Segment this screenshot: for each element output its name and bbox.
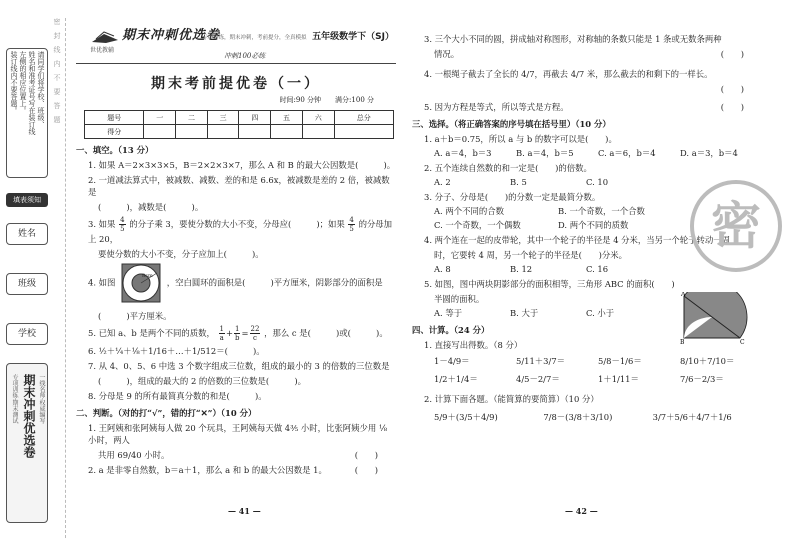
option[interactable]: D. 两个不同的质数 — [558, 220, 629, 230]
denominator: c — [253, 334, 257, 342]
question: 4. 两个连在一起的皮带轮，其中一个轮子的半径是 4 分米，当另一个轮子转动一周 — [424, 235, 731, 245]
calc-item: 5/9＋(3/5＋4/9) — [434, 412, 498, 422]
score-cell[interactable] — [239, 125, 271, 139]
class-field[interactable]: 班级 — [6, 273, 48, 295]
brand-logo-vertical — [6, 363, 48, 523]
option[interactable]: A. 等于 — [434, 308, 463, 318]
question — [412, 101, 762, 113]
question: 2. 一道减法算式中，被减数、减数、差的和是 6.6x，被减数是差的 2 倍，被减数是 — [88, 175, 390, 197]
notice-line: 装订线内不要答题。 — [10, 51, 18, 114]
question: 6. ½＋¼＋⅛＋1/16＋…＋1/512＝( )。 — [88, 346, 265, 356]
option[interactable]: A. 2 — [434, 177, 451, 187]
triangle-semicircle-figure — [678, 292, 748, 344]
ring-figure — [121, 263, 161, 303]
seal-line: 密 封 线 内 不 要 答 题 — [53, 18, 61, 123]
notice-line: 姓名和准考证号写在装订线 — [28, 51, 36, 135]
question: 2. 五个连续自然数的和一定是( )的倍数。 — [424, 163, 592, 173]
option[interactable]: B. 5 — [510, 177, 527, 187]
brand-title: 期末冲刺优选卷 — [122, 28, 221, 43]
figure-label: 8cm — [142, 273, 153, 279]
question-cont — [412, 83, 762, 95]
option[interactable]: D. a＝3，b＝4 — [680, 148, 738, 158]
question-cont: 半圆的面积。 — [434, 294, 485, 304]
table-cell: 四 — [239, 111, 271, 125]
question — [76, 216, 396, 245]
calc-item: 7/8－(3/8＋3/10) — [543, 412, 613, 422]
score-cell[interactable] — [176, 125, 208, 139]
page-number: — 41 — — [228, 506, 261, 516]
school-field[interactable]: 学校 — [6, 323, 48, 345]
score-table — [84, 110, 394, 139]
question: 5. 如图，图中两块阴影部分的面积相等，三角形 ABC 的面积( ) — [424, 279, 675, 289]
question-text: ，那么 c 是( )或( )。 — [264, 328, 388, 338]
section-heading: 一、填空。（13 分） — [76, 145, 154, 155]
question: 5. 已知 a、b 是两个不同的质数， $\frac{1}{a}$ + $\frac{1}{b}$ = $\frac{22}{c}$ ，那么 c 是( )或( )。 — [88, 325, 388, 342]
table-cell: 三 — [207, 111, 239, 125]
fraction — [234, 325, 240, 342]
table-cell: 二 — [176, 111, 208, 125]
score-cell[interactable] — [207, 125, 239, 139]
question-text: 4. 如图 — [88, 277, 116, 288]
question: 2. 计算下面各题。（能简算的要简算）（10 分） — [424, 394, 599, 404]
question-text: ，空白圆环的面积是( )平方厘米，阴影部分的面积是 — [166, 277, 383, 288]
options — [412, 176, 662, 188]
answer-paren[interactable]: ( ) — [720, 84, 744, 94]
question — [412, 68, 762, 80]
page-number: — 42 — — [565, 506, 598, 516]
numerator: 4 — [349, 216, 354, 224]
calc-grid — [412, 355, 762, 385]
grade-label: 五年级数学下（SJ） — [312, 32, 394, 42]
section-heading: 二、判断。（对的打“√”，错的打“✕”）（10 分） — [76, 408, 257, 418]
calc-item: 1＋1/11＝ — [598, 374, 639, 384]
page-header — [76, 30, 396, 64]
question-text: 的分母加上 20， — [88, 219, 393, 244]
vertex-label: A — [681, 292, 686, 298]
calc-item: 1－4/9＝ — [434, 356, 470, 366]
question-text: 4. 一根绳子截去了全长的 4/7，再截去 4/7 米，那么截去的和剩下的一样长。 — [424, 69, 713, 79]
name-field[interactable]: 姓名 — [6, 223, 48, 245]
calc-grid — [412, 411, 762, 423]
denominator: a — [219, 334, 224, 342]
table-cell: 得分 — [85, 125, 144, 139]
seal-stamp: 密 — [690, 180, 782, 272]
question: 1. a＋b＝0.75，所以 a 与 b 的数字可以是( )。 — [424, 134, 617, 144]
option[interactable]: B. 一个奇数，一个合数 — [558, 206, 645, 216]
section-heading: 三、选择。（将正确答案的序号填在括号里）（10 分） — [412, 119, 611, 129]
option[interactable]: B. a＝4，b＝5 — [516, 148, 574, 158]
denominator: 5 — [349, 225, 354, 233]
table-cell: 题号 — [85, 111, 144, 125]
table-cell: 六 — [302, 111, 334, 125]
option[interactable]: B. 12 — [510, 264, 533, 274]
brand-name: 期末冲刺优选卷 — [22, 374, 36, 458]
book-logo-icon — [90, 30, 120, 44]
option[interactable]: C. a＝6，b＝4 — [598, 148, 656, 158]
question: 1. 直接写出得数。（8 分） — [424, 340, 523, 350]
denominator: 5 — [120, 225, 125, 233]
calc-item: 5/11＋3/7＝ — [516, 356, 566, 366]
fraction — [219, 325, 225, 342]
section-heading: 四、计算。（24 分） — [412, 325, 490, 335]
table-cell: 总分 — [334, 111, 393, 125]
question — [76, 464, 396, 476]
option[interactable]: A. 8 — [434, 264, 451, 274]
question: 7. 从 4、0、5、6 中选 3 个数字组成三位数，组成的最小的 3 的倍数的三位数是 — [88, 361, 390, 371]
fraction — [119, 216, 125, 233]
publisher: 世优教辅 — [90, 47, 115, 54]
question-text: 3. 如果 — [88, 219, 116, 229]
question-text: 5. 因为方程是等式，所以等式是方程。 — [424, 102, 569, 112]
numerator: 4 — [120, 216, 125, 224]
option[interactable]: A. 两个不同的合数 — [434, 206, 504, 216]
question-cont: ( )，组成的最大的 2 的倍数的三位数是( )。 — [98, 376, 306, 386]
option[interactable]: A. a＝4，b＝3 — [434, 148, 492, 158]
table-row — [85, 125, 394, 139]
slogan: 专项训练，期末冲刺，考前提分，全真模拟 — [202, 35, 307, 41]
binding-strip — [0, 18, 66, 538]
numerator: 1 — [219, 325, 224, 333]
question-cont — [412, 48, 762, 60]
fraction — [250, 325, 261, 342]
question: 3. 分子、分母是( )的分数一定是最简分数。 — [424, 192, 601, 202]
brand-logo — [90, 28, 221, 54]
brand-left-caption: 专项训练·期末测试 — [11, 374, 18, 424]
calc-item: 5/8－1/6＝ — [598, 356, 642, 366]
table-cell: 一 — [144, 111, 176, 125]
calc-item: 3/7＋5/6＋4/7＋1/6 — [652, 412, 732, 422]
answer-paren[interactable]: ( ) — [354, 465, 378, 475]
option[interactable]: C. 16 — [586, 264, 609, 274]
option[interactable]: C. 一个奇数，一个偶数 — [434, 220, 521, 230]
question-text: 的分子乘 3，要使分数的大小不变，分母应( )；如果 — [129, 219, 345, 229]
question-cont: ( )，减数是( )。 — [98, 202, 204, 212]
answer-paren[interactable]: ( ) — [720, 102, 744, 112]
brand-right-caption: 一线名师·权威编写 — [38, 374, 45, 424]
question-text: 情况。 — [434, 49, 460, 59]
question: 8. 分母是 9 的所有最简真分数的和是( )。 — [88, 391, 267, 401]
options — [412, 219, 682, 231]
score-cell[interactable] — [144, 125, 176, 139]
score-cell[interactable] — [302, 125, 334, 139]
subtitle: 冲刺100必练 — [224, 52, 266, 60]
notice-box — [6, 48, 48, 178]
options — [412, 307, 662, 319]
page-41 — [76, 30, 396, 476]
table-row — [85, 111, 394, 125]
answer-paren[interactable]: ( ) — [720, 49, 744, 59]
fraction — [348, 216, 354, 233]
denominator: b — [235, 334, 240, 342]
options — [412, 263, 662, 275]
calc-item: 1/2＋1/4＝ — [434, 374, 478, 384]
score-cell[interactable] — [334, 125, 393, 139]
option[interactable]: C. 10 — [586, 177, 609, 187]
question-text: 共用 69/40 小时。 — [98, 450, 170, 460]
options — [412, 205, 682, 217]
score-cell[interactable] — [271, 125, 303, 139]
options — [412, 147, 762, 159]
notice-line: 请同学们将学校、班级、 — [37, 51, 45, 128]
question-text: 2. a 是非零自然数，b＝a＋1，那么 a 和 b 的最大公因数是 1。 — [88, 465, 327, 475]
exam-meta: 时间:90 分钟 满分:100 分 — [279, 96, 374, 104]
notice-tag: 填表须知 — [6, 193, 48, 207]
question-text: 5. 已知 a、b 是两个不同的质数， — [88, 328, 215, 338]
answer-paren[interactable]: ( ) — [354, 450, 378, 460]
question: 3. 三个大小不同的圆，拼成轴对称图形，对称轴的条数只能是 1 条或无数条两种 — [424, 34, 722, 44]
question-cont: 时，它要转 4 周，另一个轮子的半径是( )分米。 — [434, 250, 628, 260]
vertex-label: B — [680, 339, 685, 344]
notice-line: 左侧的相应位置上。 — [19, 51, 27, 114]
vertex-label: C — [740, 339, 745, 344]
table-cell: 五 — [271, 111, 303, 125]
page-title: 期末考前提优卷（一） — [151, 76, 321, 92]
calc-item: 4/5－2/7＝ — [516, 374, 560, 384]
option[interactable]: C. 小于 — [586, 308, 615, 318]
option[interactable]: B. 大于 — [510, 308, 539, 318]
question-cont: ( )平方厘米。 — [98, 311, 172, 321]
question-cont — [76, 449, 396, 461]
question-cont: 要使分数的大小不变，分子应加上( )。 — [98, 249, 264, 259]
numerator: 1 — [235, 325, 240, 333]
question — [76, 263, 396, 307]
numerator: 22 — [250, 325, 260, 333]
question: 1. 如果 A＝2×3×3×5，B＝2×2×3×7，那么 A 和 B 的最大公因数是( )。 — [88, 160, 396, 170]
calc-item: 8/10＋7/10＝ — [680, 356, 735, 366]
calc-item: 7/6－2/3＝ — [680, 374, 724, 384]
question: 1. 王阿姨和张阿姨每人做 20 个玩具，王阿姨每天做 4⅗ 小时，比张阿姨少用 ⅛ 小时，两人 — [88, 423, 388, 445]
